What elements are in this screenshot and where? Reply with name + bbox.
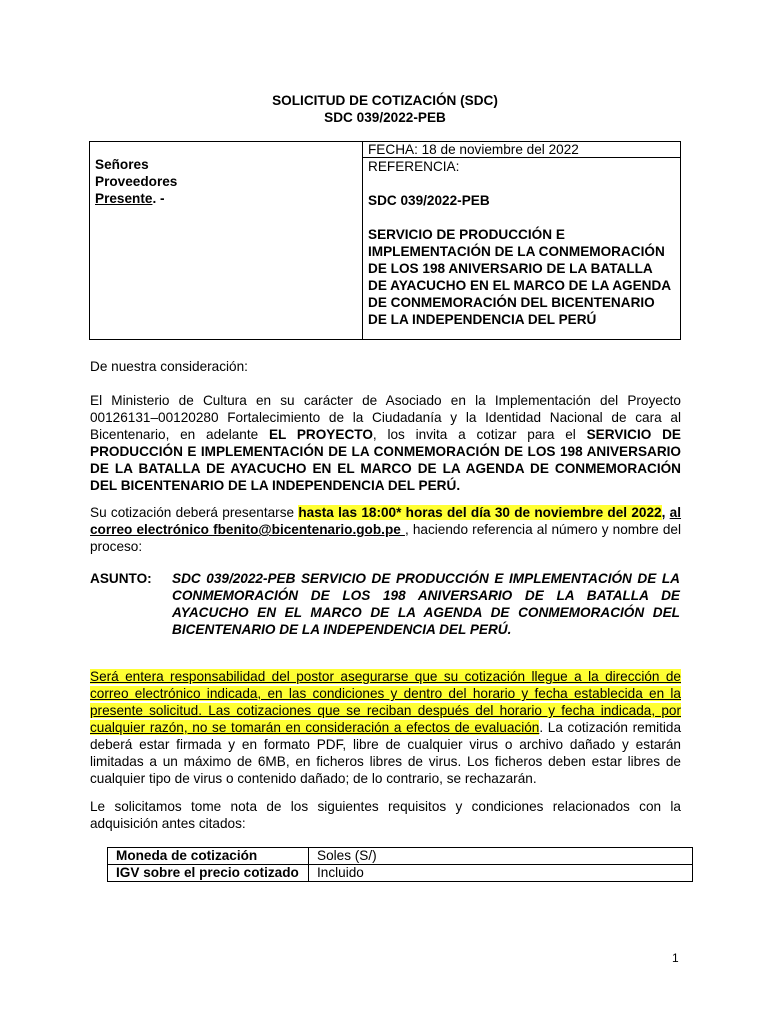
addressee-presente [95,190,177,207]
paragraph-responsibility [90,668,681,787]
p2-text-end: , haciendo referencia al número y nombre del proceso: [90,522,681,554]
requirement-label: IGV sobre el precio cotizado [108,865,309,882]
p1-bold-project: EL PROYECTO [268,427,373,442]
reference-service: SERVICIO DE PRODUCCIÓN E IMPLEMENTACIÓN DE LA CONMEMORACIÓN DE LOS 198 ANIVERSARIO DE LA BATALLA DE AYACUCHO EN EL MARCO DE LA AGENDA DE CONMEMORACIÓN DEL BICENTENARIO DE LA INDEPENDENCIA DEL PERÚ [368,227,671,327]
table-row [108,848,693,865]
title-line-1: SOLICITUD DE COTIZACIÓN (SDC) [272,93,498,108]
title-line-2: SDC 039/2022-PEB [324,110,446,125]
table-row [108,865,693,882]
fecha-text: FECHA: 18 de noviembre del 2022 [368,142,579,157]
table-divider [362,141,363,340]
deadline-highlight: hasta las 18:00* horas del día 30 de noviembre del 2022 [298,505,662,520]
p1-text-start: El Ministerio de Cultura en su carácter de Asociado en la Implementación del Proyecto 00126131–00120280 Fortalecimiento de la Ciudadanía y la Identidad Nacional de cara al Bicentenario, en adelante [90,393,681,442]
asunto-label: ASUNTO: [90,571,152,586]
addressee-line-1: Señores [95,157,149,172]
p1-text-mid: , los invita a cotizar para el [372,427,587,442]
presente-suffix: . - [152,191,165,206]
paragraph-intro [90,392,681,494]
p2-comma: , [661,505,670,520]
p3-text-rest: . La cotización remitida deberá estar firmada y en formato PDF, libre de cualquier virus o archivo dañado y estarán limitadas a un máximo de 6MB, en ficheros libres de virus. Los ficheros deben estar libres de cualquier tipo de virus o contenido dañado; de lo contrario, se rechazarán. [90,720,682,786]
requirement-value: Incluido [309,865,693,882]
presente-text: Presente [95,191,153,206]
p1-bold-service: SERVICIO DE PRODUCCIÓN E IMPLEMENTACIÓN DE LA CONMEMORACIÓN DE LOS 198 ANIVERSARIO DE LA BATALLA DE AYACUCHO EN EL MARCO DE LA AGENDA DE CONMEMORACIÓN DEL BICENTENARIO DE LA INDEPENDENCIA DEL PERÚ. [90,427,681,493]
email-link[interactable]: al correo electrónico fbenito@bicentenario.gob.pe [90,505,682,537]
reference-block [368,141,676,328]
referencia-label: REFERENCIA: [368,159,460,174]
p2-text-start: Su cotización deberá presentarse [90,505,299,520]
document-title [0,92,770,126]
paragraph-deadline [90,504,681,555]
paragraph-requirements: Le solicitamos tome nota de los siguientes requisitos y condiciones relacionados con la adquisición antes citados: [90,799,681,831]
page-number: 1 [672,951,679,965]
addressee-block [95,156,177,207]
responsibility-highlight: Será entera responsabilidad del postor asegurarse que su cotización llegue a la dirección de correo electrónico indicada, en las condiciones y dentro del horario y fecha establecida en la presente solicitud. Las cotizaciones que se reciban después del horario y fecha indicada, por cualquier razón, no se tomarán en consideración a efectos de evaluación [90,669,681,735]
asunto-text: SDC 039/2022-PEB SERVICIO DE PRODUCCIÓN E IMPLEMENTACIÓN DE LA CONMEMORACIÓN DE LOS 198 ANIVERSARIO DE LA BATALLA DE AYACUCHO EN EL MARCO DE LA AGENDA DE CONMEMORACIÓN DEL BICENTENARIO DE LA INDEPENDENCIA DEL PERÚ. [172,571,680,637]
requirement-value: Soles (S/) [309,848,693,865]
salutation: De nuestra consideración: [90,359,248,374]
requirement-label: Moneda de cotización [108,848,309,865]
addressee-line-2: Proveedores [95,174,178,189]
requirements-table [107,847,693,882]
reference-code: SDC 039/2022-PEB [368,193,490,208]
